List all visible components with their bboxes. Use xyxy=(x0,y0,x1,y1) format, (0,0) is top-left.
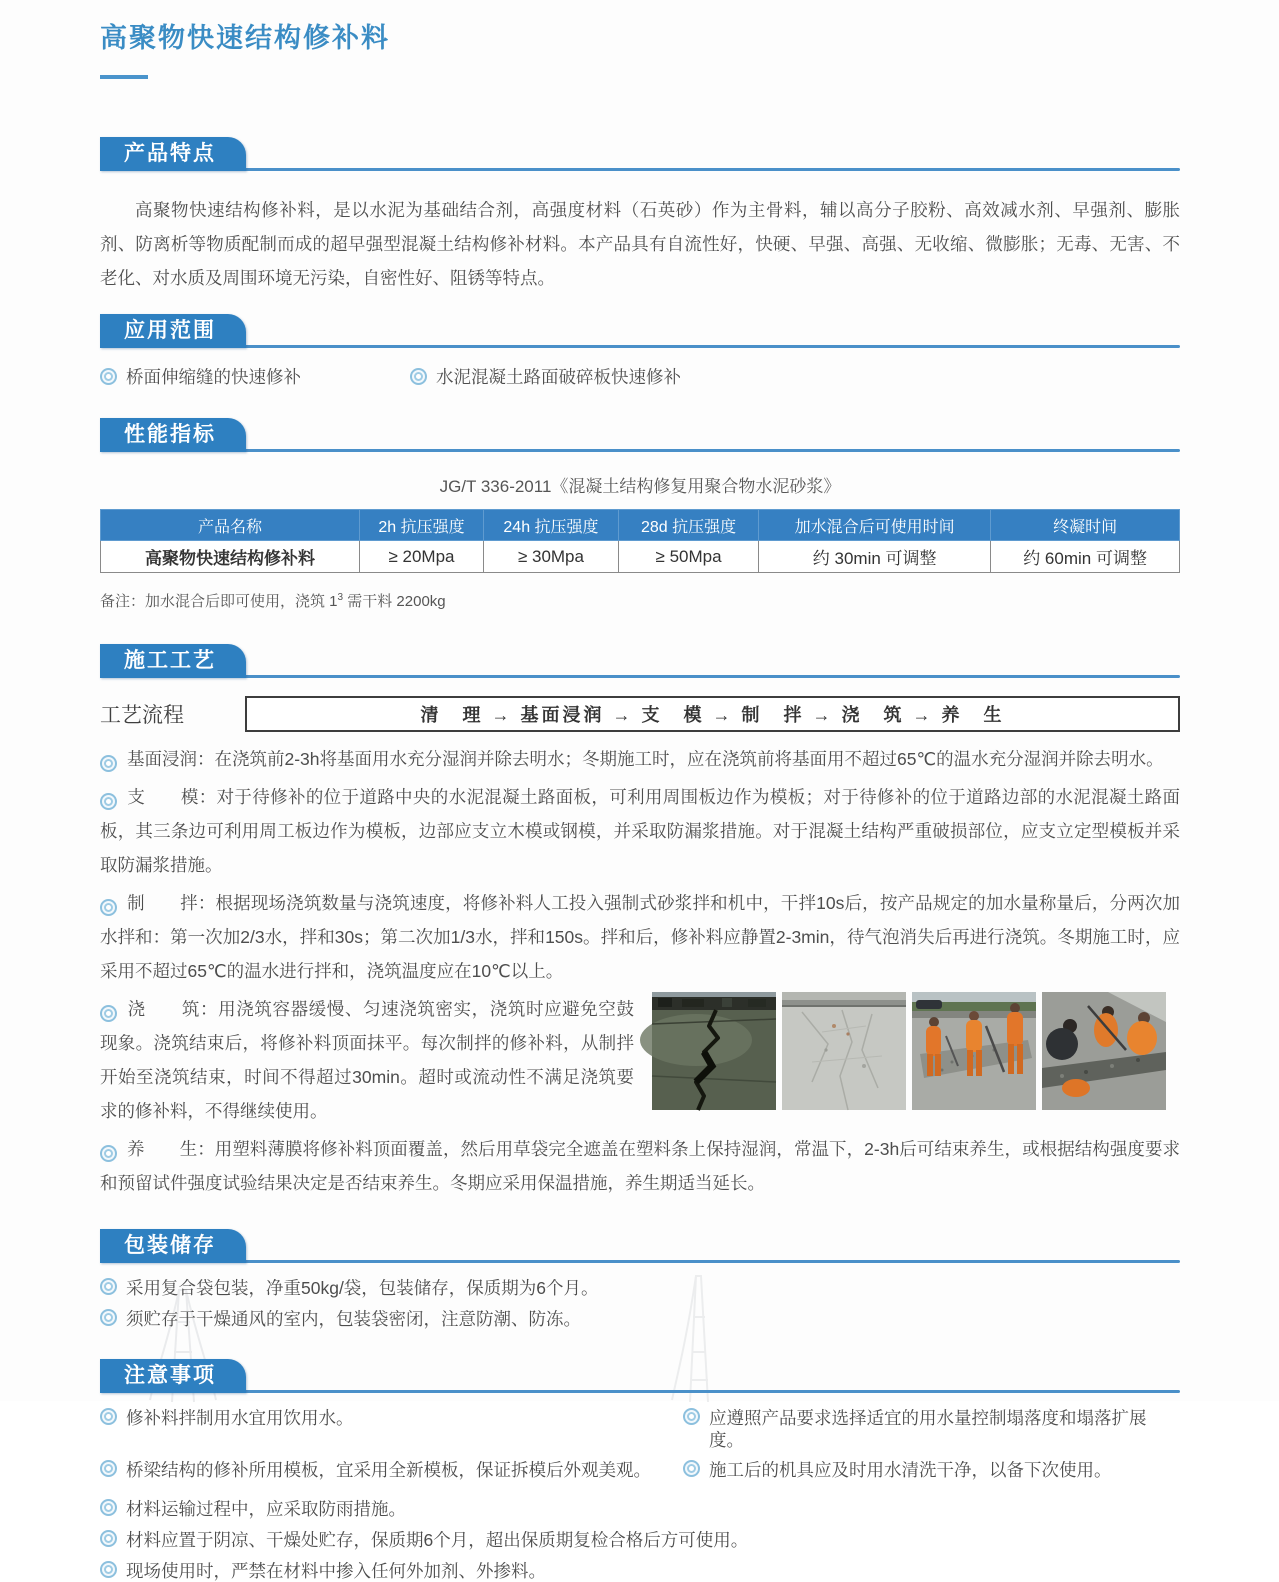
packaging-list xyxy=(100,1277,1180,1330)
section-rule xyxy=(100,449,1180,452)
section-tab-performance: 性能指标 xyxy=(100,418,246,452)
col-header: 28d 抗压强度 xyxy=(618,510,758,541)
col-header: 产品名称 xyxy=(101,510,360,541)
double-circle-bullet-icon xyxy=(683,1408,700,1425)
workers-pouring-repair-photo xyxy=(1042,992,1166,1110)
double-circle-bullet-icon xyxy=(100,1278,117,1295)
concrete-surface-crack-photo xyxy=(782,992,906,1110)
double-circle-bullet-icon xyxy=(100,1460,117,1477)
flow-diagram: 清 理 → 基面浸润 → 支 模 → 制 拌 → 浇 筑 → 养 生 xyxy=(245,696,1180,732)
table-row xyxy=(101,541,1180,573)
note-item-text: 材料运输过程中，应采取防雨措施。 xyxy=(126,1499,406,1519)
section-rule xyxy=(100,345,1180,348)
packaging-item xyxy=(100,1308,1180,1330)
note-item xyxy=(100,1529,1180,1551)
table-cell: ≥ 30Mpa xyxy=(484,541,619,573)
section-tab-features: 产品特点 xyxy=(100,137,246,171)
double-circle-bullet-icon xyxy=(410,368,427,385)
process-step-text: 支 模：对于待修补的位于道路中央的水泥混凝土路面板，可利用周围板边作为模板；对于待修补的位于道路边部的水泥混凝土路面板，其三条边可利用周工板边作为模板，边部应支立木模或钢模，并采取防漏浆措施。对于混凝土结构严重破损部位，应支立定型模板并采取防漏浆措施。 xyxy=(100,787,1180,875)
double-circle-bullet-icon xyxy=(683,1460,700,1477)
application-item xyxy=(100,364,410,389)
double-circle-bullet-icon xyxy=(100,1005,117,1022)
section-header-applications xyxy=(100,311,1180,348)
table-cell: 约 60min 可调整 xyxy=(991,541,1180,573)
cracked-pavement-photo xyxy=(652,992,776,1110)
note-item-text: 现场使用时，严禁在材料中掺入任何外加剂、外掺料。 xyxy=(126,1561,546,1581)
note-item-text: 修补料拌制用水宜用饮用水。 xyxy=(126,1408,354,1428)
double-circle-bullet-icon xyxy=(100,899,117,916)
section-rule xyxy=(100,675,1180,678)
col-header: 终凝时间 xyxy=(991,510,1180,541)
note-item xyxy=(100,1407,683,1451)
road-workers-repair-photo xyxy=(912,992,1036,1110)
applications-list xyxy=(100,364,1180,389)
features-paragraph: 高聚物快速结构修补料，是以水泥为基础结合剂，高强度材料（石英砂）作为主骨料，辅以高分子胶粉、高效减水剂、早强剂、膨胀剂、防离析等物质配制而成的超早强型混凝土结构修补材料。本产品具有自流性好，快硬、早强、高强、无收缩、微膨胀；无毒、无害、不老化、对水质及周围环境无污染，自密性好、阻锈等特点。 xyxy=(100,200,1180,288)
col-header: 加水混合后可使用时间 xyxy=(759,510,991,541)
construction-photos xyxy=(652,992,1166,1110)
table-cell-product-name: 高聚物快速结构修补料 xyxy=(101,541,360,573)
page-title: 高聚物快速结构修补料 xyxy=(100,23,390,53)
section-rule xyxy=(100,1390,1180,1393)
section-tab-notes: 注意事项 xyxy=(100,1359,246,1393)
packaging-item-text: 采用复合袋包装，净重50kg/袋，包装储存，保质期为6个月。 xyxy=(126,1278,599,1298)
superscript: 3 xyxy=(337,592,344,603)
table-cell: ≥ 20Mpa xyxy=(359,541,483,573)
process-step-formwork xyxy=(100,780,1180,882)
process-flow-row xyxy=(100,696,1180,732)
note-item xyxy=(100,1459,683,1481)
notes-full-width-list xyxy=(100,1498,1180,1582)
double-circle-bullet-icon xyxy=(100,1561,117,1578)
col-header: 24h 抗压强度 xyxy=(484,510,619,541)
application-item-label: 桥面伸缩缝的快速修补 xyxy=(126,367,301,387)
table-note: 备注：加水混合后即可使用，浇筑 $1^3$ 需干料 2200kg xyxy=(100,592,446,610)
application-item xyxy=(410,364,681,389)
section-tab-applications: 应用范围 xyxy=(100,314,246,348)
section-rule xyxy=(100,1260,1180,1263)
packaging-item xyxy=(100,1277,1180,1299)
notes-two-column-list xyxy=(100,1407,1180,1489)
double-circle-bullet-icon xyxy=(100,368,117,385)
section-header-notes xyxy=(100,1356,1180,1393)
note-item xyxy=(683,1459,1180,1481)
process-step-mixing xyxy=(100,886,1180,988)
double-circle-bullet-icon xyxy=(100,1499,117,1516)
double-circle-bullet-icon xyxy=(100,793,117,810)
table-header-row xyxy=(101,510,1180,541)
note-item xyxy=(683,1407,1180,1451)
process-steps xyxy=(100,742,1180,1200)
performance-table xyxy=(100,509,1180,573)
application-item-label: 水泥混凝土路面破碎板快速修补 xyxy=(436,367,681,387)
standard-reference: JG/T 336-2011《混凝土结构修复用聚合物水泥砂浆》 xyxy=(439,477,841,496)
note-item xyxy=(100,1560,1180,1582)
section-tab-process: 施工工艺 xyxy=(100,644,246,678)
double-circle-bullet-icon xyxy=(100,755,117,772)
process-step-text: 养 生：用塑料薄膜将修补料顶面覆盖，然后用草袋完全遮盖在塑料条上保持湿润，常温下，2-3h后可结束养生，或根据结构强度要求和预留试件强度试验结果决定是否结束养生。冬期应采用保温措施，养生期适当延长。 xyxy=(100,1139,1180,1193)
section-tab-packaging: 包装储存 xyxy=(100,1229,246,1263)
note-item-text: 材料应置于阴凉、干燥处贮存，保质期6个月，超出保质期复检合格后方可使用。 xyxy=(126,1530,749,1550)
double-circle-bullet-icon xyxy=(100,1530,117,1547)
col-header: 2h 抗压强度 xyxy=(359,510,483,541)
note-item-text: 应遵照产品要求选择适宜的用水量控制塌落度和塌落扩展度。 xyxy=(709,1408,1147,1450)
double-circle-bullet-icon xyxy=(100,1408,117,1425)
process-step-text: 制 拌：根据现场浇筑数量与浇筑速度，将修补料人工投入强制式砂浆拌和机中，干拌10s后，按产品规定的加水量称量后，分两次加水拌和：第一次加2/3水，拌和30s；第二次加1/3水，拌和150s。拌和后，修补料应静置2-3min，待气泡消失后再进行浇筑。冬期施工时，应采用不超过65℃的温水进行拌和，浇筑温度应在10℃以上。 xyxy=(100,893,1180,981)
process-step-text: 基面浸润：在浇筑前2-3h将基面用水充分湿润并除去明水；冬期施工时，应在浇筑前将基面用不超过65℃的温水充分湿润并除去明水。 xyxy=(127,749,1164,769)
double-circle-bullet-icon xyxy=(100,1145,117,1162)
flow-label: 工艺流程 xyxy=(100,704,184,727)
section-header-performance xyxy=(100,415,1180,452)
process-step-curing xyxy=(100,1132,1180,1200)
packaging-item-text: 须贮存于干燥通风的室内，包装袋密闭，注意防潮、防冻。 xyxy=(126,1309,581,1329)
section-header-process xyxy=(100,641,1180,678)
title-underline xyxy=(100,75,148,79)
double-circle-bullet-icon xyxy=(100,1309,117,1326)
section-header-packaging xyxy=(100,1226,1180,1263)
process-step-text: 浇 筑：用浇筑容器缓慢、匀速浇筑密实，浇筑时应避免空鼓现象。浇筑结束后，将修补料顶面抹平。每次制拌的修补料，从制拌开始至浇筑结束，时间不得超过30min。超时或流动性不满足浇筑要求的修补料，不得继续使用。 xyxy=(100,999,634,1121)
note-item-text: 桥梁结构的修补所用模板，宜采用全新模板，保证拆模后外观美观。 xyxy=(126,1460,651,1480)
table-cell: ≥ 50Mpa xyxy=(618,541,758,573)
note-item-text: 施工后的机具应及时用水清洗干净，以备下次使用。 xyxy=(709,1460,1112,1480)
section-header-features xyxy=(100,134,1180,171)
section-rule xyxy=(100,168,1180,171)
note-item xyxy=(100,1498,1180,1520)
table-cell: 约 30min 可调整 xyxy=(759,541,991,573)
process-step-soaking xyxy=(100,742,1180,776)
